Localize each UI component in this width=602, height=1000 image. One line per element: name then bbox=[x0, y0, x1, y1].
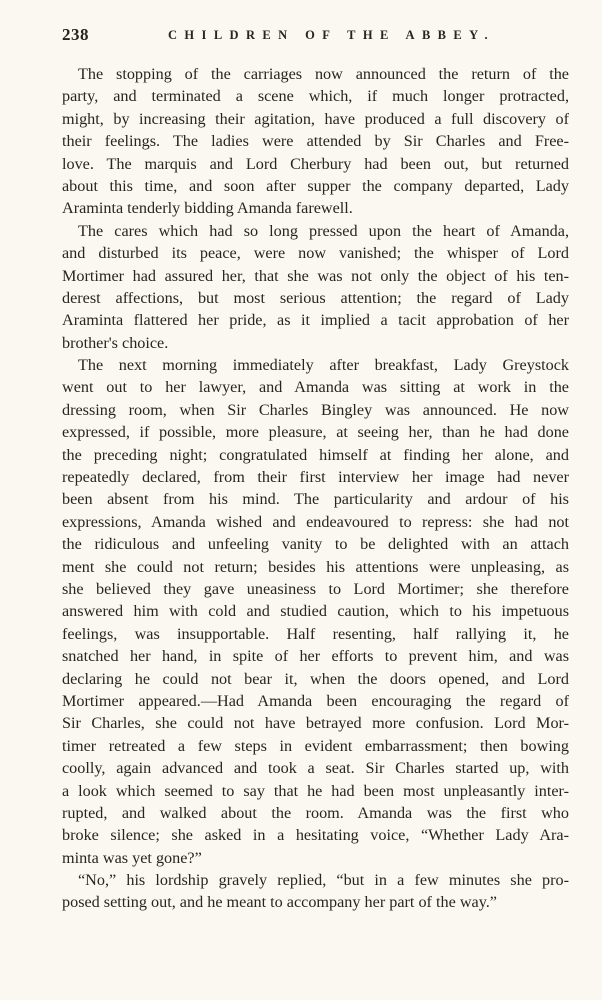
text-line: The stopping of the carriages now announced the return of the bbox=[78, 65, 569, 83]
text-line: and disturbed its peace, were now vanished; the whisper of Lord bbox=[62, 244, 569, 263]
book-title: CHILDREN OF THE ABBEY. bbox=[168, 28, 495, 42]
text-line: rupted, and walked about the room. Amanda was the first who bbox=[62, 803, 569, 822]
text-line: coolly, again advanced and took a seat. Sir Charles started up, with bbox=[62, 759, 569, 778]
text-line: went out to her lawyer, and Amanda was sitting at work in the bbox=[62, 378, 569, 397]
text-line: timer retreated a few steps in evident embarrassment; then bowing bbox=[62, 736, 569, 755]
text-line: Araminta flattered her pride, as it implied a tacit approbation of her bbox=[62, 311, 569, 330]
text-line: “No,” his lordship gravely replied, “but in a few minutes she pro- bbox=[78, 871, 569, 890]
text-line: Araminta tenderly bidding Amanda farewell. bbox=[62, 199, 353, 218]
text-line: The next morning immediately after breakfast, Lady Greystock bbox=[78, 356, 569, 375]
text-line: Sir Charles, she could not have betrayed more confusion. Lord Mor- bbox=[62, 714, 569, 733]
text-line: Mortimer appeared.—Had Amanda been encouraging the regard of bbox=[62, 691, 569, 710]
text-line: The cares which had so long pressed upon the heart of Amanda, bbox=[78, 221, 569, 240]
text-line: a look which seemed to say that he had been most unpleasantly inter- bbox=[62, 781, 569, 800]
text-line: broke silence; she asked in a hesitating voice, “Whether Lady Ara- bbox=[62, 826, 569, 845]
text-line: posed setting out, and he meant to accompany her part of the way.” bbox=[62, 893, 497, 912]
text-line: been absent from his mind. The particularity and ardour of his bbox=[62, 490, 569, 509]
text-line: ment she could not return; besides his attentions were unpleasing, as bbox=[62, 557, 569, 576]
body-text bbox=[62, 63, 569, 914]
text-line: Mortimer had assured her, that she was not only the object of his ten- bbox=[62, 266, 569, 285]
text-line: might, by increasing their agitation, have produced a full discovery of bbox=[62, 109, 569, 128]
text-line: party, and terminated a scene which, if much longer protracted, bbox=[62, 87, 569, 106]
text-line: she believed they gave uneasiness to Lord Mortimer; she therefore bbox=[62, 579, 569, 598]
text-line: brother's choice. bbox=[62, 333, 169, 352]
text-line: about this time, and soon after supper the company departed, Lady bbox=[62, 176, 569, 195]
text-line: the ridiculous and unfeeling vanity to be delighted with an attach bbox=[62, 535, 569, 554]
text-line: minta was yet gone?” bbox=[62, 848, 202, 867]
text-line: the preceding night; congratulated himself at finding her alone, and bbox=[62, 445, 569, 464]
text-line: repeatedly declared, from their first interview her image had never bbox=[62, 468, 569, 487]
text-line: expressed, if possible, more pleasure, at seeing her, than he had done bbox=[62, 423, 569, 442]
text-line: snatched her hand, in spite of her efforts to prevent him, and was bbox=[62, 647, 569, 666]
text-line: feelings, was insupportable. Half resenting, half rallying it, he bbox=[62, 624, 569, 643]
running-head bbox=[62, 25, 570, 47]
text-line: expressions, Amanda wished and endeavoured to repress: she had not bbox=[62, 512, 569, 531]
text-line: derest affections, but most serious attention; the regard of Lady bbox=[62, 288, 569, 307]
text-line: love. The marquis and Lord Cherbury had been out, but returned bbox=[62, 154, 569, 173]
text-line: their feelings. The ladies were attended by Sir Charles and Free- bbox=[62, 132, 569, 151]
page-number: 238 bbox=[62, 25, 89, 44]
text-line: dressing room, when Sir Charles Bingley was announced. He now bbox=[62, 400, 569, 419]
text-line: answered him with cold and studied caution, which to his impetuous bbox=[62, 602, 569, 621]
text-line: declaring he could not bear it, when the doors opened, and Lord bbox=[62, 669, 569, 688]
